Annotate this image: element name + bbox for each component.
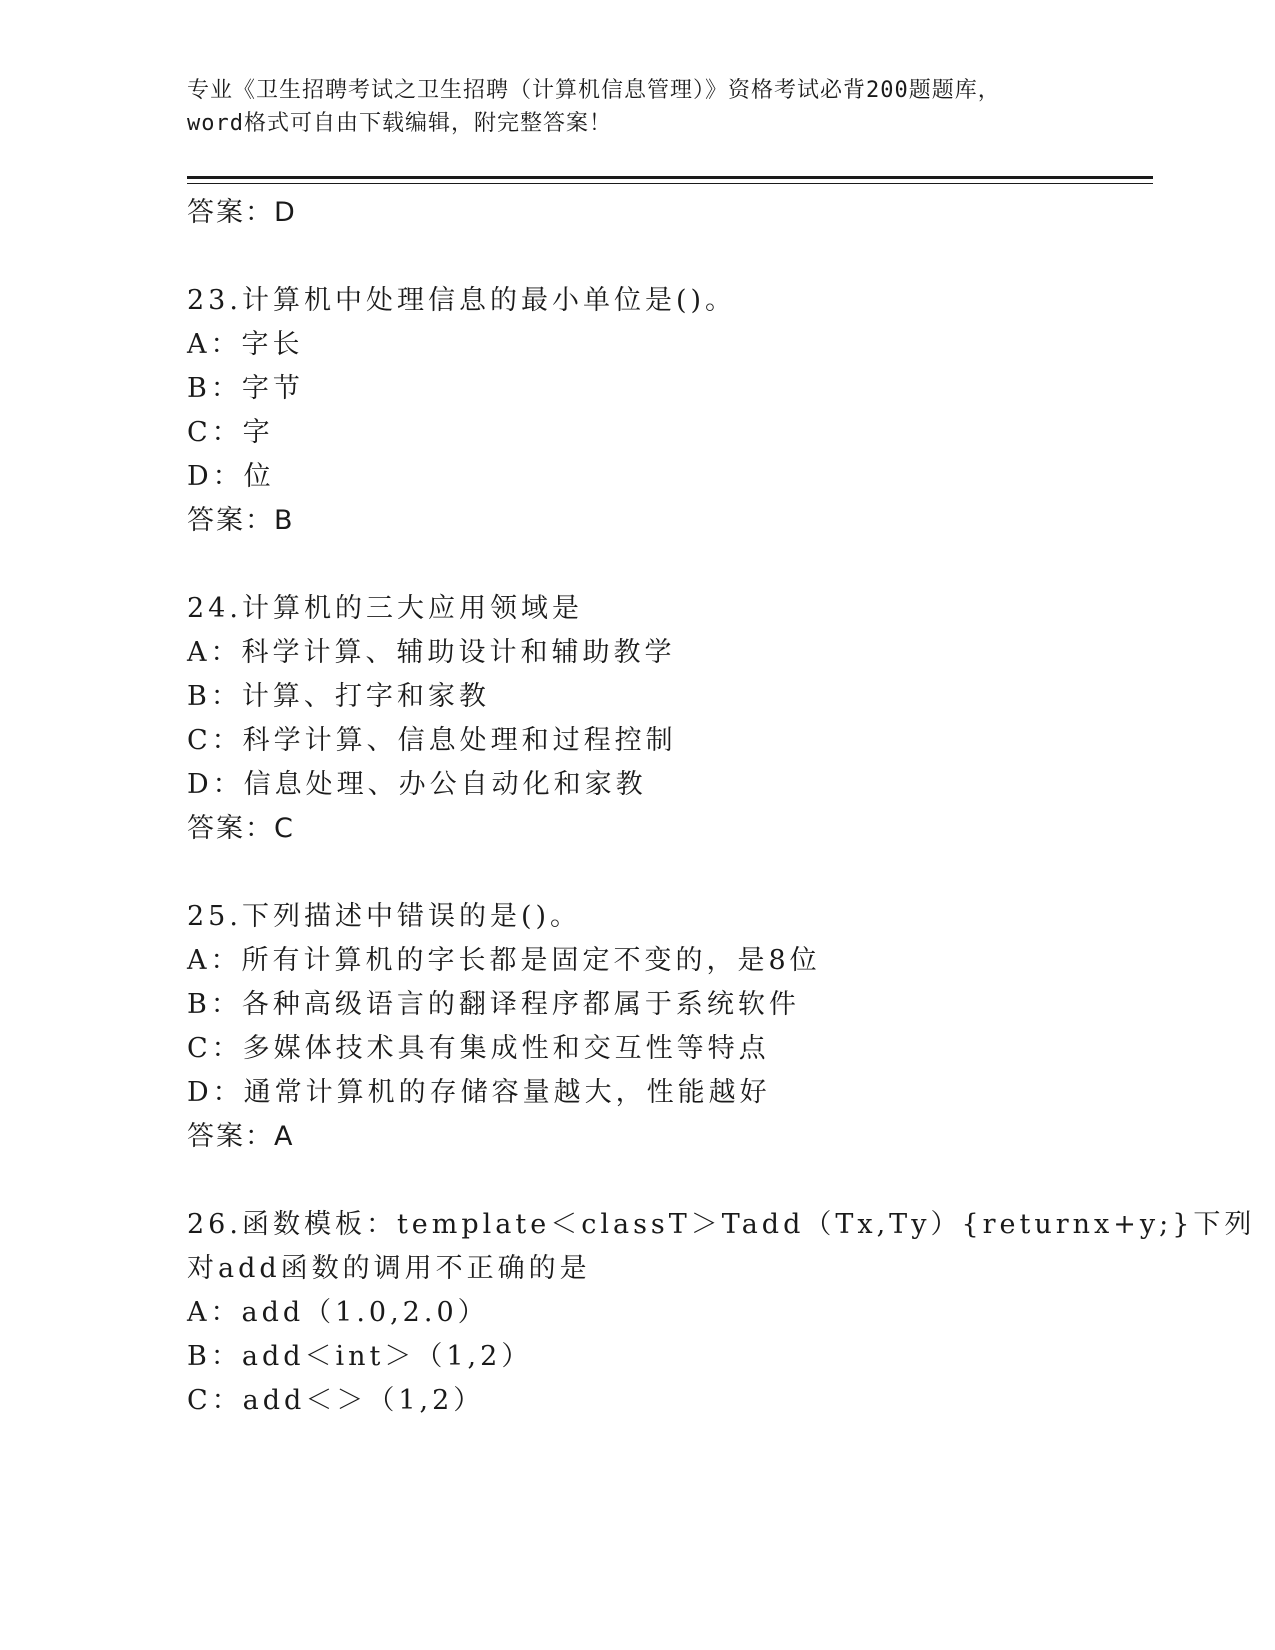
question-25-answer: 答案：A bbox=[187, 1121, 295, 1152]
question-23-option-a: A：字长 bbox=[187, 329, 304, 360]
question-24-option-d: D：信息处理、办公自动化和家教 bbox=[187, 769, 647, 800]
question-24-option-c: C：科学计算、信息处理和过程控制 bbox=[187, 725, 677, 756]
question-25-option-c: C：多媒体技术具有集成性和交互性等特点 bbox=[187, 1033, 770, 1064]
question-23-stem: 23.计算机中处理信息的最小单位是()。 bbox=[187, 285, 737, 316]
question-24-stem: 24.计算机的三大应用领域是 bbox=[187, 593, 583, 624]
question-23-answer: 答案：B bbox=[187, 505, 295, 536]
question-24-answer: 答案：C bbox=[187, 813, 295, 844]
question-23-option-d: D：位 bbox=[187, 461, 275, 492]
header-line-1: 专业《卫生招聘考试之卫生招聘（计算机信息管理）》资格考试必背200题题库， bbox=[187, 78, 1001, 103]
question-23-option-b: B：字节 bbox=[187, 373, 304, 404]
question-24-option-a: A：科学计算、辅助设计和辅助教学 bbox=[187, 637, 676, 668]
question-25-option-d: D：通常计算机的存储容量越大，性能越好 bbox=[187, 1077, 771, 1108]
question-24-option-b: B：计算、打字和家教 bbox=[187, 681, 490, 712]
question-25-stem: 25.下列描述中错误的是()。 bbox=[187, 901, 582, 932]
document-header bbox=[187, 74, 1147, 140]
question-26-option-a: A：add（1.0,2.0） bbox=[187, 1297, 489, 1328]
question-26-option-c: C：add＜＞（1,2） bbox=[187, 1385, 485, 1416]
question-26-option-b: B：add＜int＞（1,2） bbox=[187, 1341, 533, 1372]
question-23-option-c: C：字 bbox=[187, 417, 274, 448]
question-25-option-a: A：所有计算机的字长都是固定不变的，是8位 bbox=[187, 945, 821, 976]
header-divider-thin bbox=[187, 183, 1153, 184]
question-26-stem-line-1: 26.函数模板：template＜classT＞Tadd（Tx,Ty）{returnx+y;}下列 bbox=[187, 1209, 1256, 1240]
question-26-stem-line-2: 对add函数的调用不正确的是 bbox=[187, 1253, 591, 1284]
header-line-2: word格式可自由下载编辑，附完整答案！ bbox=[187, 111, 612, 136]
header-divider-thick bbox=[187, 176, 1153, 179]
question-25-option-b: B：各种高级语言的翻译程序都属于系统软件 bbox=[187, 989, 800, 1020]
answer-line: 答案：D bbox=[187, 197, 297, 228]
